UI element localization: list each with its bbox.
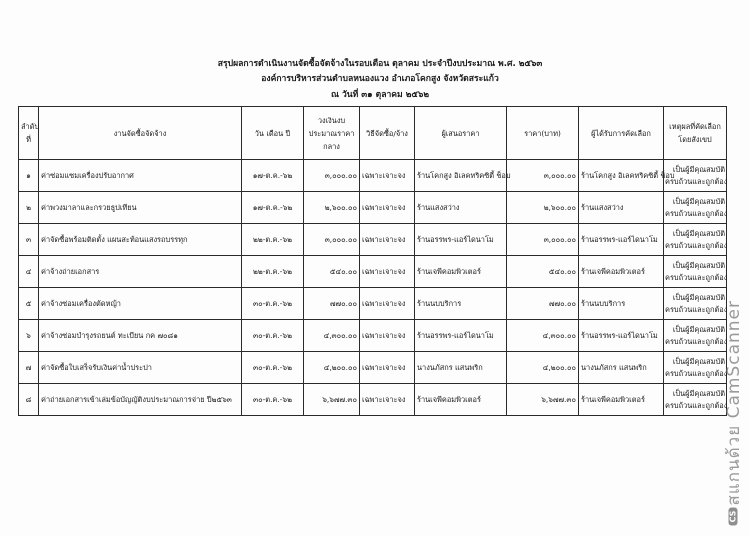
col-header-no: ลำดับที่: [19, 107, 39, 160]
budget-amount: ๓,๐๐๐.๐๐: [304, 224, 360, 256]
price-amount: ๔,๒๐๐.๐๐: [507, 352, 579, 384]
procurement-method: เฉพาะเจาะจง: [360, 256, 415, 288]
col-header-reason: เหตุผลที่คัดเลือกโดยสังเขป: [664, 107, 727, 160]
procurement-date: ๒๒-ต.ค.-๖๒: [242, 224, 304, 256]
price-amount: ๕๔๐.๐๐: [507, 256, 579, 288]
selected-vendor: ร้านนบบริการ: [579, 288, 664, 320]
procurement-item: ค่าจัดซื้อพร้อมติดตั้ง แผนสะท้อนแสงรถบรรทุก: [39, 224, 242, 256]
row-number: ๘: [19, 384, 39, 416]
selection-reason: [664, 384, 727, 416]
selection-reason: [664, 288, 727, 320]
procurement-date: ๑๗-ต.ค.-๖๒: [242, 160, 304, 192]
bidder-name: ร้านโคกสูง อิเลคทริคซิตี้ ช็อบ: [415, 160, 507, 192]
procurement-item: ค่าถ่ายเอกสารเข้าเล่มข้อบัญญัติงบประมาณการจ่าย ปี๒๕๖๓: [39, 384, 242, 416]
reason-line-2: ครบถ้วนและถูกต้อง: [665, 368, 728, 378]
procurement-item: ค่าจ้างซ่อมบำรุงรถยนต์ ทะเบียน กค ๗๐๘๑: [39, 320, 242, 352]
procurement-date: ๓๐-ต.ค.-๖๒: [242, 384, 304, 416]
budget-amount: ๓,๐๐๐.๐๐: [304, 160, 360, 192]
procurement-method: เฉพาะเจาะจง: [360, 192, 415, 224]
budget-amount: ๕๔๐.๐๐: [304, 256, 360, 288]
bidder-name: ร้านอรรพร-แอร์ไดนาโม: [415, 320, 507, 352]
row-number: ๕: [19, 288, 39, 320]
procurement-item: ค่าพวงมาลาและกรวยธูปเทียน: [39, 192, 242, 224]
reason-line-1: เป็นผู้มีคุณสมบัติ: [672, 388, 725, 398]
price-amount: ๓,๐๐๐.๐๐: [507, 224, 579, 256]
procurement-table: [18, 106, 727, 416]
watermark-text: สแกนด้วย CamScanner: [723, 300, 744, 506]
price-amount: ๓,๐๐๐.๐๐: [507, 160, 579, 192]
row-number: ๖: [19, 320, 39, 352]
table-row: [19, 160, 727, 192]
row-number: ๗: [19, 352, 39, 384]
bidder-name: นางนภัสกร แสนพริก: [415, 352, 507, 384]
report-title: สรุปผลการดำเนินงานจัดซื้อจัดจ้างในรอบเดือน ตุลาคม ประจำปีงบประมาณ พ.ศ. ๒๕๖๓: [217, 59, 543, 69]
budget-amount: ๔,๓๐๐.๐๐: [304, 320, 360, 352]
selection-reason: [664, 320, 727, 352]
budget-amount: ๒,๖๐๐.๐๐: [304, 192, 360, 224]
reason-line-1: เป็นผู้มีคุณสมบัติ: [672, 292, 725, 302]
table-row: [19, 352, 727, 384]
procurement-date: ๑๗-ต.ค.-๖๒: [242, 192, 304, 224]
col-header-price: ราคา(บาท): [507, 107, 579, 160]
bidder-name: ร้านเจพีคอมพิวเตอร์: [415, 256, 507, 288]
table-row: [19, 256, 727, 288]
procurement-method: เฉพาะเจาะจง: [360, 352, 415, 384]
scanner-watermark: [722, 300, 744, 520]
reason-line-1: เป็นผู้มีคุณสมบัติ: [672, 356, 725, 366]
col-header-item: งานจัดซื้อจัดจ้าง: [39, 107, 242, 160]
procurement-date: ๓๐-ต.ค.-๖๒: [242, 352, 304, 384]
budget-amount: ๔,๒๐๐.๐๐: [304, 352, 360, 384]
reason-line-2: ครบถ้วนและถูกต้อง: [665, 336, 728, 346]
procurement-date: ๓๐-ต.ค.-๖๒: [242, 320, 304, 352]
organization-name: องค์การบริหารส่วนตำบลหนองแวง อำเภอโคกสูง จังหวัดสระแก้ว: [261, 74, 499, 84]
selected-vendor: ร้านโคกสูง อิเลคทริคซิตี้ ช็อบ: [579, 160, 664, 192]
table-row: [19, 384, 727, 416]
price-amount: ๗๗๐.๐๐: [507, 288, 579, 320]
report-date: ณ วันที่ ๓๑ ตุลาคม ๒๕๖๒: [330, 90, 429, 100]
row-number: ๓: [19, 224, 39, 256]
selected-vendor: ร้านอรรพร-แอร์ไดนาโม: [579, 320, 664, 352]
procurement-date: ๓๐-ต.ค.-๖๒: [242, 288, 304, 320]
row-number: ๔: [19, 256, 39, 288]
bidder-name: ร้านนบบริการ: [415, 288, 507, 320]
procurement-item: ค่าซ่อมแซมเครื่องปรับอากาศ: [39, 160, 242, 192]
reason-line-1: เป็นผู้มีคุณสมบัติ: [672, 196, 725, 206]
selected-vendor: ร้านเจพีคอมพิวเตอร์: [579, 256, 664, 288]
table-row: [19, 320, 727, 352]
price-amount: ๖,๖๗๗.๓๐: [507, 384, 579, 416]
selected-vendor: ร้านเจพีคอมพิวเตอร์: [579, 384, 664, 416]
procurement-item: ค่าจ้างถ่ายเอกสาร: [39, 256, 242, 288]
bidder-name: ร้านเจพีคอมพิวเตอร์: [415, 384, 507, 416]
table-row: [19, 224, 727, 256]
col-header-method: วิธีจัดซื้อ/จ้าง: [360, 107, 415, 160]
selection-reason: [664, 160, 727, 192]
table-row: [19, 192, 727, 224]
row-number: ๒: [19, 192, 39, 224]
reason-line-1: เป็นผู้มีคุณสมบัติ: [672, 260, 725, 270]
procurement-item: ค่าจ้างซ่อมเครื่องตัดหญ้า: [39, 288, 242, 320]
budget-amount: ๗๗๐.๐๐: [304, 288, 360, 320]
procurement-method: เฉพาะเจาะจง: [360, 288, 415, 320]
reason-line-2: ครบถ้วนและถูกต้อง: [665, 208, 728, 218]
selection-reason: [664, 224, 727, 256]
reason-line-2: ครบถ้วนและถูกต้อง: [665, 272, 728, 282]
bidder-name: ร้านอรรพร-แอร์ไดนาโม: [415, 224, 507, 256]
col-header-winner: ผู้ได้รับการคัดเลือก: [579, 107, 664, 160]
table-header-row: [19, 107, 727, 160]
reason-line-2: ครบถ้วนและถูกต้อง: [665, 176, 728, 186]
reason-line-2: ครบถ้วนและถูกต้อง: [665, 400, 728, 410]
procurement-item: ค่าจัดซื้อใบเสร็จรับเงินค่าน้ำประปา: [39, 352, 242, 384]
reason-line-1: เป็นผู้มีคุณสมบัติ: [672, 324, 725, 334]
procurement-method: เฉพาะเจาะจง: [360, 160, 415, 192]
selection-reason: [664, 352, 727, 384]
selected-vendor: นางนภัสกร แสนพริก: [579, 352, 664, 384]
budget-amount: ๖,๖๗๗.๓๐: [304, 384, 360, 416]
procurement-method: เฉพาะเจาะจง: [360, 320, 415, 352]
selected-vendor: ร้านอรรพร-แอร์ไดนาโม: [579, 224, 664, 256]
reason-line-2: ครบถ้วนและถูกต้อง: [665, 240, 728, 250]
selection-reason: [664, 192, 727, 224]
procurement-method: เฉพาะเจาะจง: [360, 384, 415, 416]
reason-line-1: เป็นผู้มีคุณสมบัติ: [672, 164, 725, 174]
price-amount: ๒,๖๐๐.๐๐: [507, 192, 579, 224]
col-header-date: วัน เดือน ปี: [242, 107, 304, 160]
reason-line-2: ครบถ้วนและถูกต้อง: [665, 304, 728, 314]
selection-reason: [664, 256, 727, 288]
camscanner-logo-icon: CS: [729, 507, 738, 525]
row-number: ๑: [19, 160, 39, 192]
reason-line-1: เป็นผู้มีคุณสมบัติ: [672, 228, 725, 238]
procurement-method: เฉพาะเจาะจง: [360, 224, 415, 256]
price-amount: ๔,๓๐๐.๐๐: [507, 320, 579, 352]
bidder-name: ร้านแสงสว่าง: [415, 192, 507, 224]
selected-vendor: ร้านแสงสว่าง: [579, 192, 664, 224]
procurement-date: ๒๒-ต.ค.-๖๒: [242, 256, 304, 288]
table-row: [19, 288, 727, 320]
col-header-budget: วงเงินงบประมาณราคากลาง: [304, 107, 360, 160]
col-header-bidder: ผู้เสนอราคา: [415, 107, 507, 160]
